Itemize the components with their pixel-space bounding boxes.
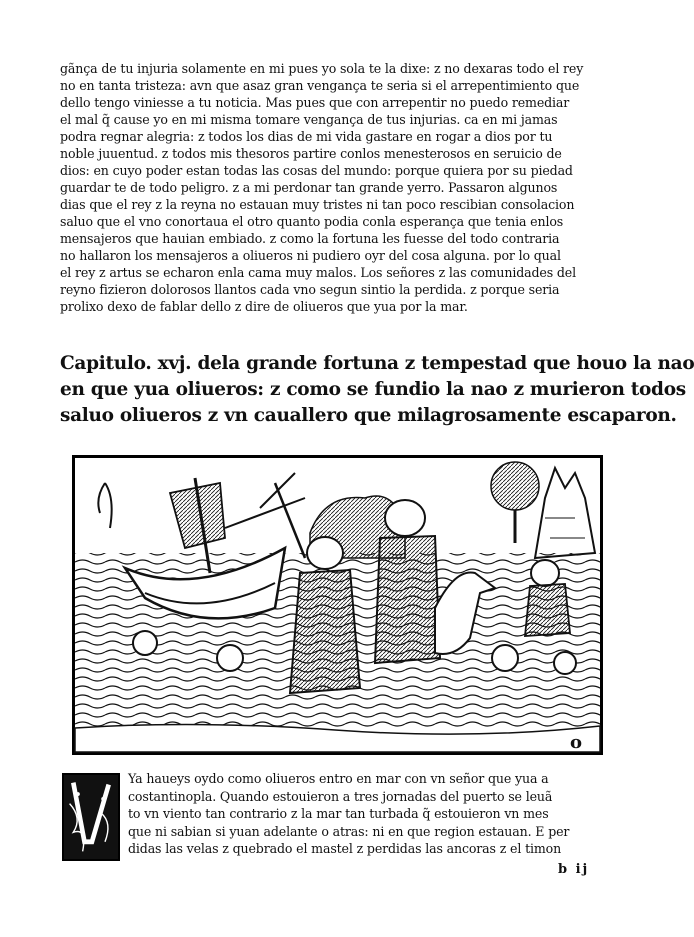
- text-line: que ni sabian si yuan adelante o atras: ni en que region estauan. E per: [128, 823, 570, 839]
- decorated-initial: [62, 773, 120, 861]
- text-line: costantinopla. Quando estouieron a tres jornadas del puerto se leuã: [128, 788, 553, 804]
- text-line: gãnça de tu injuria solamente en mi pues yo sola te la dixe: z no dexaras todo el rey: [60, 61, 584, 76]
- chapter-heading: [60, 351, 694, 429]
- paragraph-text-top: [60, 60, 626, 315]
- text-line: to vn viento tan contrario z la mar tan turbada q̃ estouieron vn mes: [128, 806, 549, 821]
- text-line: podra regnar alegria: z todos los dias de mi vida gastare en rogar a dios por tu: [60, 129, 553, 144]
- signature-mark: b ij: [558, 862, 590, 877]
- text-line: el mal q̃ cause yo en mi misma tomare vengança de tus injurias. ca en mi jamas: [60, 112, 558, 127]
- woodcut-label: o: [570, 732, 583, 753]
- text-line: prolixo dexo de fablar dello z dire de oliueros que yua por la mar.: [60, 299, 468, 314]
- text-line: saluo que el vno conortaua el otro quanto podia conla esperança que tenia enlos: [60, 214, 564, 229]
- head-icon: [492, 645, 518, 671]
- text-line: guardar te de todo peligro. z a mi perdonar tan grande yerro. Passaron algunos: [60, 180, 558, 195]
- head-icon: [133, 631, 157, 655]
- head-icon: [554, 652, 576, 674]
- paragraph-text-bottom: [128, 770, 626, 858]
- text-line: el rey z artus se echaron enla cama muy malos. Los señores z las comunidades del: [60, 265, 576, 280]
- text-line: dello tengo viniesse a tu noticia. Mas pues que con arrepentir no puedo remediar: [60, 95, 570, 110]
- text-line: no hallaron los mensajeros a oliueros ni pudiero oyr del cosa alguna. por lo qual: [60, 248, 561, 263]
- text-line: didas las velas z quebrado el mastel z perdidas las ancoras z el timon: [128, 841, 562, 856]
- text-line: Ya haueys oydo como oliueros entro en mar con vn señor que yua a: [128, 771, 549, 786]
- text-line: mensajeros que hauian embiado. z como la fortuna les fuesse del todo contraria: [60, 231, 560, 246]
- text-line: dios: en cuyo poder estan todas las cosas del mundo: porque quiera por su piedad: [60, 163, 573, 178]
- heading-line: en que yua oliueros: z como se fundio la nao z murieron todos: [60, 379, 686, 400]
- text-line: no en tanta tristeza: avn que asaz gran vengança te seria si el arrepentimiento que: [60, 78, 580, 93]
- head-icon: [217, 645, 243, 671]
- text-line: reyno fizieron dolorosos llantos cada vno segun sintio la perdida. z porque seria: [60, 282, 560, 297]
- heading-line: Capitulo. xvj. dela grande fortuna z tempestad que houo la nao: [60, 353, 694, 374]
- heading-line: saluo oliueros z vn cauallero que milagrosamente escaparon.: [60, 405, 677, 426]
- woodcut-illustration: [72, 455, 603, 755]
- text-line: dias que el rey z la reyna no estauan muy tristes ni tan poco rescibian consolacion: [60, 197, 575, 212]
- text-line: noble juuentud. z todos mis thesoros partire conlos menesterosos en seruicio de: [60, 146, 562, 161]
